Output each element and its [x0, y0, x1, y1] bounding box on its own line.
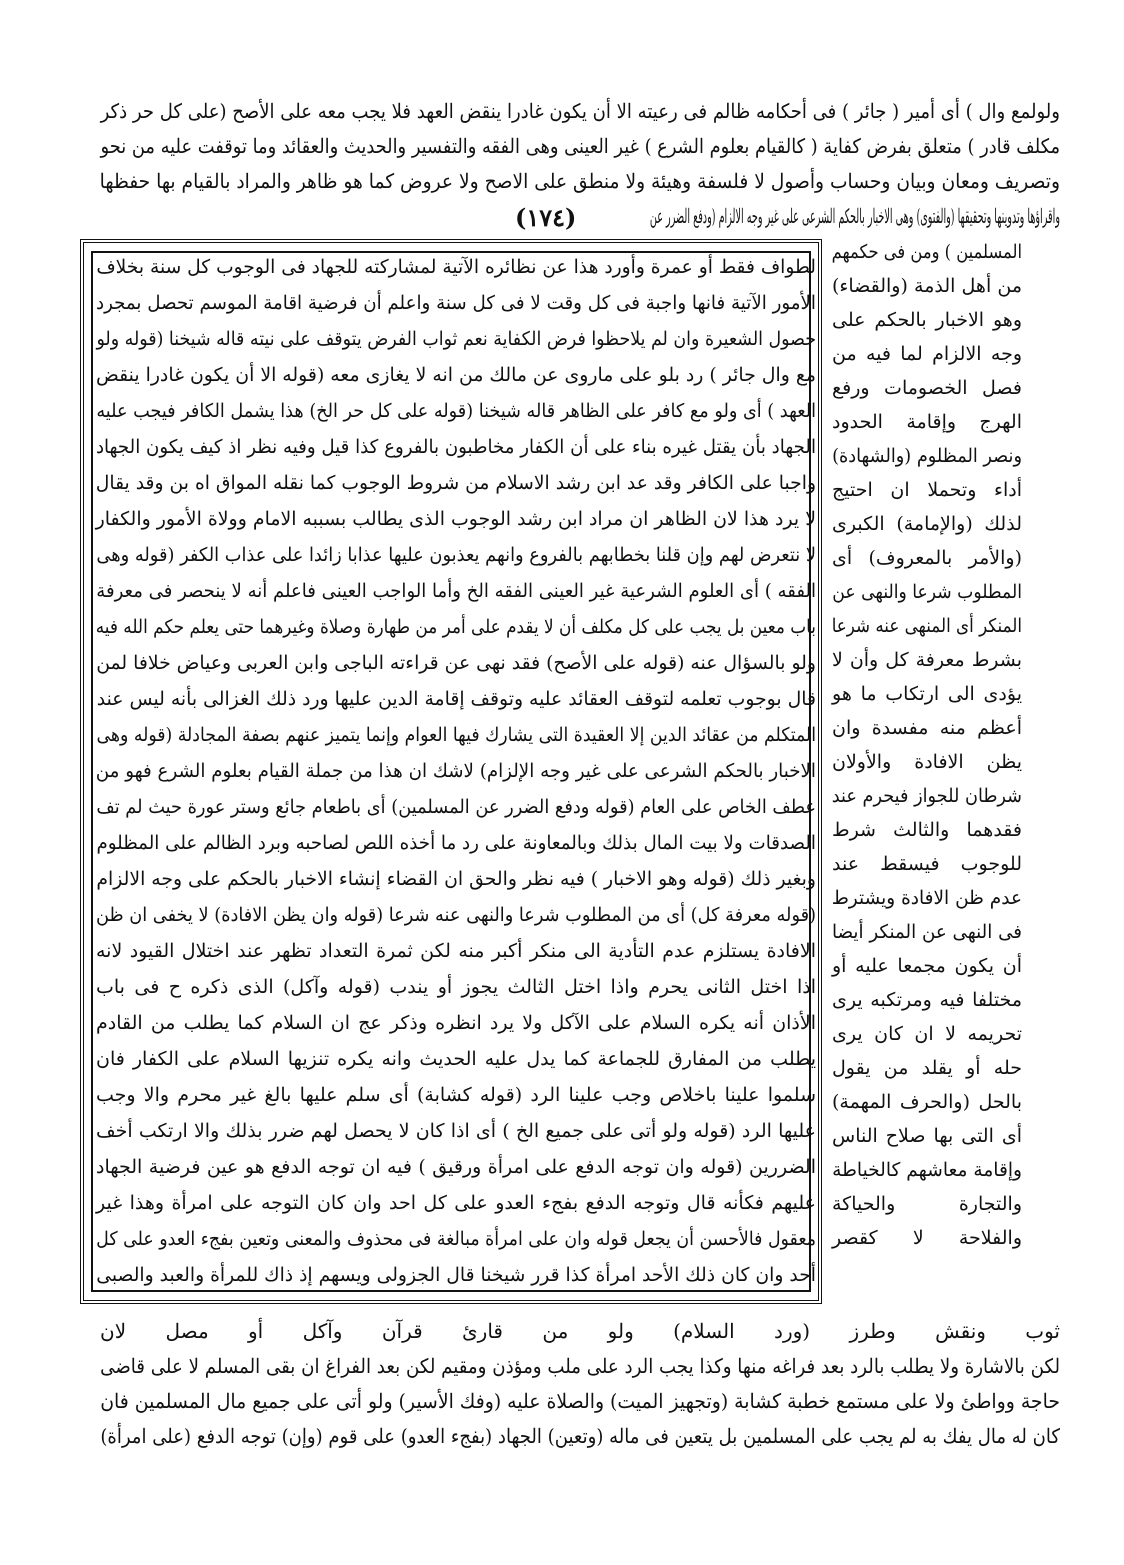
text-line: فقدهما والثالث شرط — [832, 819, 1022, 841]
text-line: وجه الالزام لما فيه من — [832, 343, 1022, 365]
text-line: وبغير ذلك (قوله وهو الاخبار ) فيه نظر والحق ان القضاء إنشاء الاخبار بالحكم على وجه الالزام — [96, 868, 817, 890]
text-line: شرطان للجواز فيحرم عند — [831, 785, 1022, 807]
text-line: عليهم فكأنه قال وتوجه الدفع بفجء العدو على كل احد وان كان التوجه على امرأة وهذا غير — [96, 1192, 816, 1214]
text-line: وتصريف ومعان وبيان وحساب وأصول لا فلسفة وهيئة ولا منطق على الاصح ولا عروض كما هو ظاهر والمراد بالقيام بها حفظها — [99, 169, 1061, 193]
text-line: اذا اختل الثانى يحرم واذا اختل الثالث يجوز أو يندب (قوله وآكل) الذى ذكره ح فى باب — [96, 976, 816, 998]
text-line: أعظم منه مفسدة وان — [832, 717, 1022, 739]
text-line: أن يكون مجمعا عليه أو — [832, 955, 1022, 977]
text-line: وإقامة معاشهم كالخياطة — [832, 1159, 1022, 1181]
text-line: (والأمر بالمعروف) أى — [832, 547, 1022, 569]
text-line: مع وال جائر ) رد بلو على ماروى عن مالك من انه لا يغازى معه (قوله الا أن يكون غادرا ينقض — [95, 364, 817, 386]
text-line: بالحل (والحرف المهمة) — [832, 1091, 1022, 1113]
text-line: العهد ) أى ولو مع كافر على الظاهر قاله شيخنا (قوله على كل حر الخ) هذا يشمل الكافر فيجب عليه — [96, 400, 816, 422]
text-line: ولولمع وال ) أى أمير ( جائر ) فى أحكامه ظالم فى رعيته الا أن يكون غادرا ينقض العهد فلا يجب معه على الأصح (على كل حر ذكر — [100, 99, 1060, 123]
text-line: الصدقات ولا بيت المال بذلك وبالمعاونة على رد ما أخذه اللص لصاحبه وبرد الظالم على المظلوم — [96, 832, 816, 854]
text-line: حاجة وواطئ ولا على مستمع خطبة كشابة (وتجهيز الميت) والصلاة عليه (وفك الأسير) ولو أتى على جميع مال المسلمين فان — [100, 1389, 1061, 1413]
text-line: تحريمه لا ان كان يرى — [832, 1023, 1022, 1045]
text-line: حصول الشعيرة وان لم يلاحظوا فرض الكفاية نعم ثواب الفرض يتوقف على نيته قاله شيخنا (قوله ولو — [96, 328, 817, 350]
text-line: الهرج وإقامة الحدود — [832, 411, 1022, 433]
text-line: أحد وان كان ذلك الأحد امرأة كذا قرر شيخنا قال الجزولى ويسهم إذ ذاك للمرأة والعبد والصبى — [96, 1264, 817, 1286]
text-line: معقول فالأحسن أن يجعل قوله وان على امرأة مبالغة فى محذوف والمعنى وتعين بفجء العدو على كل — [96, 1228, 817, 1250]
text-line: يطلب من المفارق للجماعة كما يدل عليه الحديث وانه يكره تنزيها السلام على الكفار فان — [96, 1048, 816, 1070]
text-line: عدم ظن الافادة ويشترط — [831, 887, 1022, 909]
text-line: فصل الخصومات ورفع — [832, 377, 1022, 399]
text-line: ولو بالسؤال عنه (قوله على الأصح) فقد نهى عن قراءته الباجى وابن العربى وعياض خلافا لمن — [96, 652, 816, 674]
text-line: للوجوب فيسقط عند — [832, 853, 1022, 875]
text-line: الاخبار بالحكم الشرعى على غير وجه الإلزام) لاشك ان هذا من جملة القيام بعلوم الشرع فهو من — [95, 760, 816, 782]
text-line: الافادة يستلزم عدم التأدية الى منكر أكبر منه لكن ثمرة التعداد تظهر عند اختلال القيود لانه — [96, 940, 816, 962]
text-line: من أهل الذمة (والقضاء) — [832, 275, 1022, 297]
text-line: واجبا على الكافر وقد عد ابن رشد الاسلام من شروط الوجوب كما نقله المواق اه بن وقد يقال — [95, 472, 817, 494]
text-line: والفلاحة لا كقصر — [832, 1227, 1022, 1249]
text-line: والتجارة والحياكة — [832, 1193, 1022, 1215]
text-line: فى النهى عن المنكر أيضا — [832, 921, 1022, 943]
text-line: قال بوجوب تعلمه لتوقف العقائد عليه وتوقف إقامة الدين عليها ورد ذلك الغزالى بأنه ليس عند — [96, 688, 816, 710]
text-line: كان له مال يفك به لم يجب على المسلمين بل يتعين فى ماله (وتعين) الجهاد (بفجء العدو) على قوم (وإن) توجه الدفع (على امرأة) — [100, 1424, 1061, 1448]
text-line: الأمور الآتية فانها واجبة فى كل وقت لا فى كل سنة واعلم أن فرضية اقامة الموسم تحصل بمجرد — [95, 292, 816, 314]
text-line: يؤدى الى ارتكاب ما هو — [832, 683, 1022, 705]
text-line: يظن الافادة والأولان — [832, 751, 1022, 773]
text-line: لا نتعرض لهم وإن قلنا بخطابهم بالفروع وانهم يعذبون عليها عذابا زائدا على عذاب الكفر (قوله وهى — [96, 544, 816, 566]
text-line: الضررين (قوله وان توجه الدفع على امرأة ورقيق ) فيه ان توجه الدفع هو عين فرضية الجهاد — [96, 1156, 816, 1178]
text-line: مختلفا فيه ومرتكبه يرى — [832, 989, 1022, 1011]
text-line: مكلف قادر ) متعلق بفرض كفاية ( كالقيام بعلوم الشرع ) غير العينى وهى الفقه والتفسير والحديث والعقائد وما توقفت عليه من نحو — [100, 134, 1061, 158]
text-line: وهو الاخبار بالحكم على — [832, 309, 1022, 331]
text-line: الفقه ) أى العلوم الشرعية غير العينى الفقه الخ وأما الواجب العينى فاعلم أنه لا ينحصر فى معرفة — [96, 580, 816, 602]
text-line: المتكلم من عقائد الدين إلا العقيدة التى يشارك فيها العوام وإنما يتميز عنهم بصفة المجادلة (قوله وهى — [96, 724, 817, 746]
text-line: ونصر المظلوم (والشهادة) — [832, 445, 1022, 467]
text-line: واقراؤها وتدوينها وتحقيقها (والفتوى) وهى الاخبار بالحكم الشرعى على غير وجه الالزام (ودفع الضرر عن — [649, 204, 1060, 228]
text-line: أداء وتحملا ان احتيج — [832, 479, 1022, 501]
text-line: المسلمين ) ومن فى حكمهم — [831, 241, 1022, 263]
text-line: باب معين بل يجب على كل مكلف أن لا يقدم على أمر من طهارة وصلاة وغيرهما حتى يعلم حكم الله فيه — [95, 616, 817, 638]
text-line: لذلك (والإمامة) الكبرى — [832, 513, 1022, 535]
text-line: عطف الخاص على العام (قوله ودفع الضرر عن المسلمين) أى باطعام جائع وستر عورة حيث لم تف — [96, 796, 816, 818]
page-number: (١٧٤) — [515, 203, 577, 232]
text-line: لطواف فقط أو عمرة وأورد هذا عن نظائره الآتية لمشاركته للجهاد فى الوجوب كل سنة بخلاف — [96, 256, 816, 278]
text-line: المنكر أى المنهى عنه شرعا — [831, 615, 1022, 637]
text-line: حله أو يقلد من يقول — [832, 1057, 1022, 1079]
text-line: المطلوب شرعا والنهى عن — [832, 581, 1022, 603]
text-line: ثوب ونقش وطرز (ورد السلام) ولو من قارئ قرآن وآكل أو مصل لان — [100, 1319, 1060, 1343]
text-line: لكن بالاشارة ولا يطلب بالرد بعد فراغه منها وكذا يجب الرد على ملب ومؤذن ومقيم لكن بعد الفراغ ان بقى المسلم لا على قاضى — [100, 1354, 1060, 1378]
text-line: الجهاد بأن يقتل غيره بناء على أن الكفار مخاطبون بالفروع كذا قيل وفيه نظر اذ كيف يكون الجهاد — [95, 436, 816, 458]
text-line: الأذان أنه يكره السلام على الآكل ولا يرد انظره وذكر عج ان السلام كما يطلب من القادم — [96, 1012, 816, 1034]
text-line: لا يرد هذا لان الظاهر ان مراد ابن رشد الوجوب الذى يطالب بسببه الامام وولاة الأمور والكفار — [95, 508, 816, 530]
text-line: سلموا علينا باخلاص وجب علينا الرد (قوله كشابة) أى سلم عليها بالغ غير محرم والا وجب — [96, 1084, 816, 1106]
text-line: بشرط معرفة كل وأن لا — [832, 649, 1022, 671]
text-line: أى التى بها صلاح الناس — [832, 1125, 1022, 1147]
text-line: (قوله معرفة كل) أى من المطلوب شرعا والنهى عنه شرعا (قوله وان يظن الافادة) لا يخفى ان ظن — [95, 904, 817, 926]
text-line: عليها الرد (قوله ولو أتى على جميع الخ ) أى اذا كان لا يحصل لهم ضرر بذلك والا ارتكب أخف — [96, 1120, 816, 1142]
